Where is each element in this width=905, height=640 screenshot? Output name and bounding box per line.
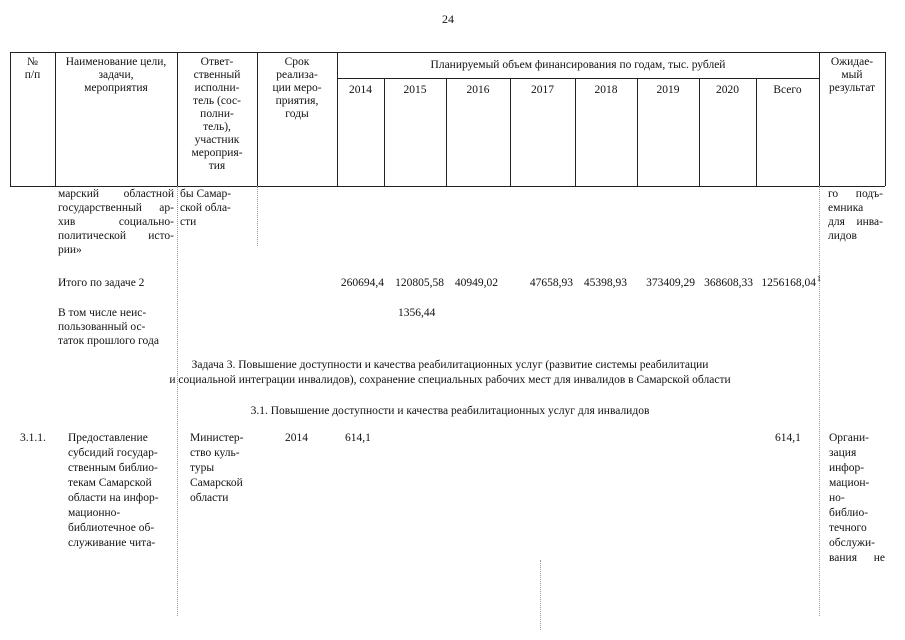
total-label: Итого по задаче 2 (58, 277, 145, 289)
row311-result-line: зация (829, 447, 857, 459)
header-name: Наименование цели, задачи, мероприятия (65, 56, 167, 94)
total-2019: 373409,29 (646, 277, 695, 289)
row311-num: 3.1.1. (20, 432, 46, 444)
cont-result-line: лидов (828, 230, 857, 242)
row311-result-line: библио- (829, 507, 869, 519)
cont-exec-line: сти (180, 216, 197, 228)
total-2014: 260694,4 (340, 277, 384, 289)
header-top-border (10, 52, 885, 53)
cont-name-line: марский областной (58, 188, 174, 200)
header-year-2015: 2015 (403, 84, 427, 96)
page-number: 24 (442, 12, 454, 26)
cont-result-line: го подъ- (828, 188, 883, 200)
cont-result-line: для инва- (828, 216, 883, 228)
cont-name-line: рии» (58, 244, 82, 256)
row311-name-line: области на инфор- (68, 492, 159, 504)
total-2016: 40949,02 (454, 277, 498, 289)
header-year-2019: 2019 (656, 84, 680, 96)
cont-exec-line: бы Самар- (180, 188, 232, 200)
task3-line1: Задача 3. Повышение доступности и качества реабилитационных услуг (развитие системы реабилитации (191, 359, 709, 371)
subsection-3-1: 3.1. Повышение доступности и качества реабилитационных услуг для инвалидов (250, 405, 650, 417)
header-executor: Ответ- ственный исполни- тель (сос- полни- тель), участник мероприя- тия (191, 56, 243, 172)
cont-result-line: емника (828, 202, 864, 214)
row311-name-line: служивание чита- (68, 537, 156, 549)
row311-result-line: вания не (829, 552, 885, 564)
header-year-2017: 2017 (531, 84, 554, 96)
header-term: Срок реализа- ции меро- приятия, годы (272, 56, 322, 120)
total-all: 1256168,04 (761, 277, 816, 289)
cont-name-line: политической исто- (58, 230, 174, 242)
header-year-2018: 2018 (594, 84, 618, 96)
unused-line: В том числе неис- (58, 307, 147, 319)
header-year-2020: 2020 (716, 84, 739, 96)
header-year-2016: 2016 (466, 84, 490, 96)
unused-line: таток прошлого года (58, 335, 159, 347)
row311-result-line: Органи- (829, 432, 870, 444)
row311-result-line: инфор- (829, 462, 865, 474)
row311-name-line: мационно- (68, 507, 121, 519)
total-2015: 120805,58 (395, 277, 444, 289)
task3-line2: и социальной интеграции инвалидов), сохранение специальных рабочих мест для инвалидов в Самарской области (169, 374, 731, 386)
total-2018: 45398,93 (583, 277, 627, 289)
row311-name-line: ственным библио- (68, 462, 158, 474)
row311-2014: 614,1 (345, 432, 371, 444)
cont-name-line: хив социально- (58, 216, 174, 228)
cont-name-line: государственный ар- (58, 202, 174, 214)
row311-name-line: библиотечное об- (68, 522, 155, 534)
row311-name-line: Предоставление (68, 432, 148, 444)
total-footnote: 1 (817, 274, 821, 283)
row311-exec-line: Самарской (190, 477, 243, 489)
row311-result-line: течного (829, 522, 867, 534)
row311-total: 614,1 (775, 432, 801, 444)
row311-result-line: мацион- (829, 477, 870, 489)
row311-result-line: но- (829, 492, 845, 504)
header-num: № п/п (24, 56, 41, 81)
row311-exec-line: туры (190, 462, 215, 474)
row311-term: 2014 (285, 432, 308, 444)
row311-exec-line: Министер- (190, 432, 244, 444)
header-year-total: Всего (773, 84, 802, 96)
unused-line: пользованный ос- (58, 321, 146, 333)
row311-exec-line: ство куль- (190, 447, 240, 459)
cont-exec-line: ской обла- (180, 202, 231, 214)
row311-result-line: обслужи- (829, 537, 875, 549)
row311-exec-line: области (190, 492, 229, 504)
header-funding: Планируемый объем финансирования по годам, тыс. рублей (430, 59, 726, 71)
header-result: Ожидае- мый результат (828, 56, 876, 94)
years-divider (337, 78, 819, 79)
header-year-2014: 2014 (349, 84, 372, 96)
total-2017: 47658,93 (529, 277, 573, 289)
total-2020: 368608,33 (704, 277, 753, 289)
row311-name-line: текам Самарской (68, 477, 152, 489)
unused-value-2015: 1356,44 (398, 307, 436, 319)
row311-name-line: субсидий государ- (68, 447, 158, 459)
